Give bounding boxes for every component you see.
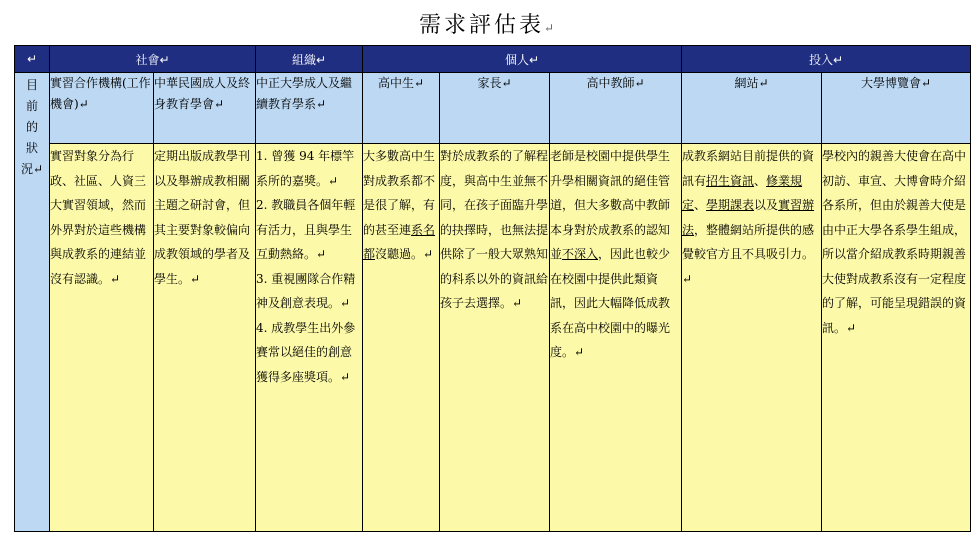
status-row <box>15 144 971 532</box>
text-segment: 沒聽過。↵ <box>375 247 434 261</box>
side-label-current-status <box>15 73 50 532</box>
cell-parents: 對於成教系的了解程度，與高中生並無不同，在孩子面臨升學的抉擇時，也無法提供除了一般大眾熟知的科系以外的資訊給孩子去選擇。↵ <box>440 144 550 532</box>
underlined-segment: 學期課表 <box>706 198 755 212</box>
text-segment: 老師是校園中提供學生升學相關資訊的絕佳管道，但大多數高中教師本身對於成教系的認知並 <box>550 149 671 261</box>
underlined-segment: 不深入 <box>562 247 599 261</box>
side-char: 的 <box>25 120 38 134</box>
group-society: 社會↵ <box>50 46 256 73</box>
subheader-parents: 家長↵ <box>440 73 550 144</box>
group-organization: 組織↵ <box>256 46 363 73</box>
subheader-internship-agency: 實習合作機構(工作機會)↵ <box>50 73 154 144</box>
group-header-row <box>15 46 971 73</box>
cell-internship-agency: 實習對象分為行政、社區、人資三大實習領域，然而外界對於這些機構與成教系的連結並沒有認識。↵ <box>50 144 154 532</box>
text-segment: 以及 <box>754 198 779 212</box>
text-segment: 大多數高中生對成教系都不是很了解，有的甚至連 <box>363 149 436 237</box>
cell-adult-education-society: 定期出版成教學刊以及舉辦成教相關主題之研討會，但其主要對象較偏向成教領域的學者及學生。↵ <box>154 144 256 532</box>
title-text: 需求評估表 <box>418 13 544 38</box>
subheader-adult-education-society: 中華民國成人及終身教育學會↵ <box>154 73 256 144</box>
group-investment: 投入↵ <box>682 46 971 73</box>
corner-cell: ↵ <box>15 46 50 73</box>
underlined-segment: 修業規定 <box>682 173 803 212</box>
text-segment: ，因此也較少在校園中提供此類資訊，因此大幅降低成教系在高中校園中的曝光度。↵ <box>550 247 671 359</box>
cell-website <box>682 144 822 532</box>
subheader-row <box>15 73 971 144</box>
text-segment: 、 <box>754 173 767 188</box>
subheader-high-school-students: 高中生↵ <box>363 73 440 144</box>
group-personal: 個人↵ <box>363 46 682 73</box>
text-segment: 、 <box>694 198 707 212</box>
text-segment: 成教系網站目前提供的資訊有 <box>682 149 815 188</box>
side-char: 前 <box>25 99 38 113</box>
underlined-segment: 招生資訊 <box>706 173 755 188</box>
cell-high-school-students <box>363 144 440 532</box>
text-segment: ，整體網站所提供的感覺較官方且不具吸引力。↵ <box>682 222 815 286</box>
underlined-segment: 實習辦法 <box>682 198 815 237</box>
page-title <box>0 8 973 39</box>
side-char: 狀 <box>25 141 38 155</box>
cell-high-school-teachers <box>550 144 682 532</box>
side-char: 目 <box>25 78 38 92</box>
subheader-website: 網站↵ <box>682 73 822 144</box>
underlined-segment: 系名都 <box>363 222 436 261</box>
cell-ccu-department: 1. 曾獲 94 年標竿系所的嘉獎。↵ 2. 教職員各個年輕有活力，且與學生互動熱絡。↵ 3. 重視團隊合作精神及創意表現。↵ 4. 成教學生出外參賽常以絕佳的創意獲得多座獎項。↵ <box>256 144 363 532</box>
needs-assessment-table <box>14 45 971 532</box>
paragraph-mark-icon: ↵ <box>543 21 555 35</box>
side-char: 況↵ <box>20 162 44 176</box>
subheader-high-school-teachers: 高中教師↵ <box>550 73 682 144</box>
cell-university-fair: 學校內的親善大使會在高中初訪、車宣、大博會時介紹各系所，但由於親善大使是由中正大學各系學生組成，所以當介紹成教系時期親善大使對成教系沒有一定程度的了解，可能呈現錯誤的資訊。↵ <box>822 144 971 532</box>
subheader-ccu-department: 中正大學成人及繼續教育學系↵ <box>256 73 363 144</box>
subheader-university-fair: 大學博覽會↵ <box>822 73 971 144</box>
